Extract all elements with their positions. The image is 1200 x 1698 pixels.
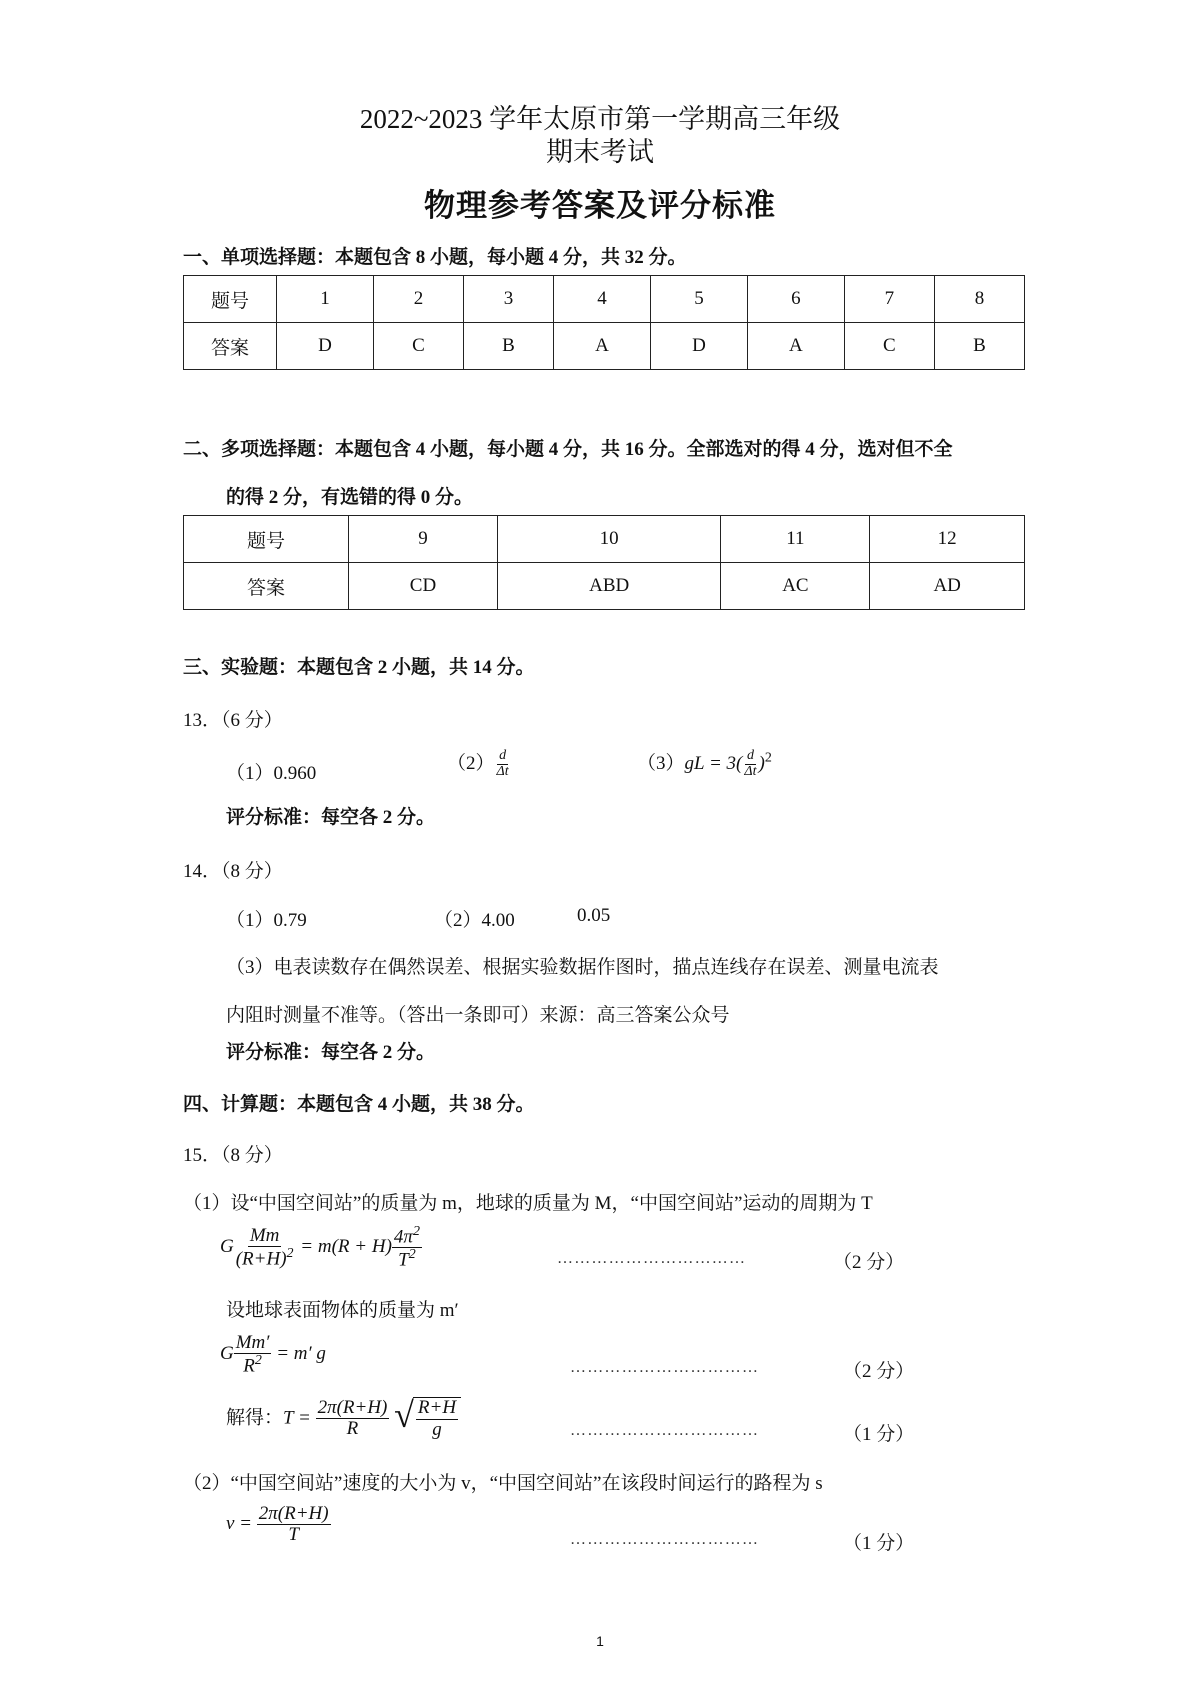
q14-scoring: 评分标准：每空各 2 分。: [226, 1042, 436, 1063]
gravity-constant: G: [220, 1342, 234, 1364]
numerator: R+H: [417, 1397, 457, 1418]
page-number: 1: [596, 1633, 604, 1649]
leader-dots: ……………………………: [557, 1250, 747, 1267]
q13-scoring: 评分标准：每空各 2 分。: [226, 807, 436, 828]
score-label: （1 分）: [843, 1533, 915, 1554]
table-row: [184, 516, 1025, 563]
sub-label: （3）: [637, 753, 685, 774]
denominator: Δt: [744, 764, 757, 780]
sub-label: （2）: [447, 753, 495, 774]
leader-dots: ……………………………: [570, 1359, 760, 1376]
score-label: （2 分）: [843, 1361, 915, 1382]
exponent: 2: [254, 1352, 262, 1368]
denominator-text: R: [243, 1355, 255, 1377]
formula-middle: = m(R + H): [300, 1236, 392, 1258]
answer-cell: A: [747, 323, 844, 370]
q13-answer-1: [226, 758, 316, 785]
numerator: Mm: [249, 1225, 280, 1247]
formula-rhs: = m′ g: [276, 1342, 326, 1364]
answer-cell: C: [844, 323, 934, 370]
denominator: T: [288, 1523, 299, 1545]
q15-equation-3: [226, 1397, 461, 1441]
radical-sign-icon: √: [394, 1395, 414, 1435]
fraction: [234, 1226, 296, 1269]
q14-answer-1: （1）0.79: [226, 910, 307, 931]
question-number-cell: 1: [277, 276, 374, 323]
fraction: [257, 1504, 331, 1545]
score-label: （1 分）: [843, 1424, 915, 1445]
q15-equation-2: [220, 1333, 326, 1376]
row-label: 答案: [184, 323, 277, 370]
question-number-cell: 10: [497, 516, 720, 563]
answer-cell: B: [934, 323, 1024, 370]
question-number-cell: 12: [870, 516, 1025, 563]
section2-heading-cont: 的得 2 分，有选错的得 0 分。: [226, 487, 474, 508]
answer-cell: D: [650, 323, 747, 370]
question-number-cell: 5: [650, 276, 747, 323]
section2-heading: 二、多项选择题：本题包含 4 小题，每小题 4 分，共 16 分。全部选对的得 4 分，选对但不全: [183, 439, 953, 460]
answer-cell: ABD: [497, 563, 720, 610]
leader-dots: ……………………………: [570, 1422, 760, 1439]
section1-heading: 一、单项选择题：本题包含 8 小题，每小题 4 分，共 32 分。: [183, 247, 687, 268]
question-number-cell: 3: [463, 276, 553, 323]
fraction: [316, 1398, 390, 1439]
denominator: R: [346, 1418, 359, 1440]
row-label: 题号: [184, 276, 277, 323]
exponent: 2: [764, 750, 772, 766]
sub-label: （1）: [226, 763, 274, 784]
q15-equation-1: [220, 1225, 422, 1271]
square-root: [394, 1397, 461, 1441]
denominator: g: [432, 1418, 442, 1440]
denominator: [241, 1354, 264, 1376]
q15-label: 15．（8 分）: [183, 1145, 283, 1166]
q13-label: 13．（6 分）: [183, 710, 283, 731]
question-number-cell: 9: [349, 516, 498, 563]
gravity-constant: G: [220, 1236, 234, 1258]
numerator: 2π(R+H): [317, 1397, 388, 1419]
denominator: [234, 1247, 296, 1269]
q14-label: 14．（8 分）: [183, 861, 283, 882]
exponent: 2: [408, 1247, 416, 1263]
formula-lhs: gL = 3(: [684, 753, 743, 774]
result-prefix: 解得：: [226, 1407, 284, 1429]
exam-year-title: 2022~2023 学年太原市第一学期高三年级: [359, 104, 841, 134]
table-row: [184, 563, 1025, 610]
score-label: （2 分）: [833, 1252, 905, 1273]
numerator: [392, 1225, 422, 1248]
table-row: [184, 276, 1025, 323]
answer-value: 0.960: [273, 763, 317, 784]
q14-answer-2: （2）4.00: [434, 910, 515, 931]
q15-text-2: 设地球表面物体的质量为 m′: [226, 1300, 459, 1321]
q13-answer-3: [637, 748, 772, 780]
leader-dots: ……………………………: [570, 1531, 760, 1548]
row-label: 题号: [184, 516, 349, 563]
answer-cell: D: [277, 323, 374, 370]
numerator: Mm′: [235, 1332, 270, 1353]
q15-part2-text: （2）“中国空间站”速度的大小为 v，“中国空间站”在该段时间运行的路程为 s: [183, 1473, 823, 1494]
fraction: [742, 749, 758, 779]
formula-lhs: v =: [226, 1512, 253, 1534]
numerator-text: 4π: [393, 1226, 413, 1248]
row-label: 答案: [184, 563, 349, 610]
section4-heading: 四、计算题：本题包含 4 小题，共 38 分。: [183, 1094, 535, 1115]
question-number-cell: 4: [554, 276, 651, 323]
section3-heading: 三、实验题：本题包含 2 小题，共 14 分。: [183, 657, 535, 678]
fraction: [392, 1225, 422, 1271]
answer-cell: AD: [870, 563, 1025, 610]
numerator: 2π(R+H): [258, 1503, 329, 1524]
answer-cell: B: [463, 323, 553, 370]
exam-name: 期末考试: [546, 137, 654, 167]
radicand: [413, 1397, 461, 1441]
q14-answer-2b: 0.05: [577, 905, 611, 926]
formula-tail: ): [758, 753, 765, 774]
document-title: 物理参考答案及评分标准: [424, 188, 776, 223]
answer-cell: C: [373, 323, 463, 370]
answer-cell: A: [554, 323, 651, 370]
fraction: [495, 749, 511, 779]
q15-equation-4: [226, 1504, 331, 1545]
question-number-cell: 2: [373, 276, 463, 323]
question-number-cell: 6: [747, 276, 844, 323]
question-number-cell: 8: [934, 276, 1024, 323]
table-row: [184, 323, 1025, 370]
question-number-cell: 7: [844, 276, 934, 323]
q15-part1-text: （1）设“中国空间站”的质量为 m，地球的质量为 M，“中国空间站”运动的周期为 T: [183, 1193, 873, 1214]
fraction: [234, 1333, 272, 1376]
denominator-text: T: [398, 1249, 409, 1271]
multi-choice-answer-table: [183, 515, 1025, 610]
exponent: 2: [286, 1246, 294, 1262]
denominator: Δt: [496, 764, 509, 780]
q14-answer-3: （3）电表读数存在偶然误差、根据实验数据作图时，描点连线存在误差、测量电流表: [226, 957, 939, 978]
q13-answer-2: [447, 748, 511, 780]
denominator: [396, 1248, 418, 1270]
numerator: d: [746, 748, 754, 764]
formula-lhs: T =: [283, 1407, 311, 1429]
numerator: d: [499, 748, 507, 764]
answer-cell: AC: [721, 563, 870, 610]
exponent: 2: [412, 1224, 420, 1239]
q14-answer-3-cont: 内阻时测量不准等。（答出一条即可）来源：高三答案公众号: [226, 1005, 730, 1026]
single-choice-answer-table: [183, 275, 1025, 370]
denominator-text: (R+H): [235, 1248, 287, 1270]
question-number-cell: 11: [721, 516, 870, 563]
answer-cell: CD: [349, 563, 498, 610]
